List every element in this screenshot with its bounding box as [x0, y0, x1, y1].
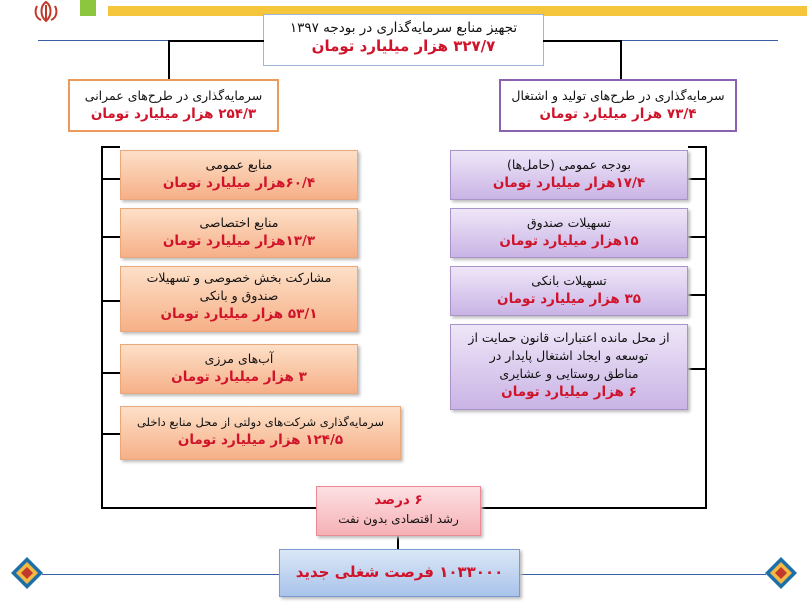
connector-left-branch	[101, 178, 121, 180]
item-amount: ۱۷/۴هزار میلیارد تومان	[492, 175, 646, 191]
item-amount: ۳ هزار میلیارد تومان	[171, 369, 307, 385]
item-amount: ۱۳/۳هزار میلیارد تومان	[162, 233, 316, 249]
connector	[397, 536, 399, 550]
item-label-3: مناطق روستایی و عشایری	[499, 366, 639, 381]
production-projects-amount: ۷۳/۴ هزار میلیارد تومان	[539, 106, 697, 122]
left-item-dedicated-funds	[120, 208, 358, 258]
connector-left-branch	[101, 300, 121, 302]
item-amount: ۶ هزار میلیارد تومان	[501, 384, 637, 400]
left-item-public-funds	[120, 150, 358, 200]
connector	[168, 40, 264, 42]
item-amount: ۱۵هزار میلیارد تومان	[499, 233, 639, 249]
left-item-border-waters	[120, 344, 358, 394]
iran-emblem-icon	[26, 0, 66, 24]
growth-box	[316, 486, 481, 536]
item-label: مشارکت بخش خصوصی و تسهیلات	[146, 270, 332, 285]
green-square	[80, 0, 96, 16]
production-projects-box	[499, 79, 737, 132]
civil-projects-title: سرمایه‌گذاری در طرح‌های عمرانی	[84, 88, 263, 103]
item-label-2: توسعه و ایجاد اشتغال پایدار در	[489, 348, 649, 363]
connector-left-branch	[101, 372, 121, 374]
right-item-rural-employment	[450, 324, 688, 410]
item-amount: ۶۰/۴هزار میلیارد تومان	[162, 175, 316, 191]
connector	[480, 507, 707, 509]
connector	[101, 146, 120, 148]
right-item-bank-facilities	[450, 266, 688, 316]
item-label: تسهیلات بانکی	[531, 273, 607, 288]
item-label-2: صندوق و بانکی	[199, 288, 279, 303]
connector	[705, 146, 707, 509]
item-label: سرمایه‌گذاری شرکت‌های دولتی از محل منابع داخلی	[136, 415, 385, 429]
new-jobs-box	[279, 549, 520, 597]
connector-right-branch	[688, 294, 707, 296]
item-amount: ۳۵ هزار میلیارد تومان	[497, 291, 641, 307]
connector-left-branch	[101, 433, 121, 435]
connector	[620, 40, 622, 80]
left-item-private-participation	[120, 266, 358, 332]
item-label: از محل مانده اعتبارات قانون حمایت از	[468, 330, 670, 345]
civil-projects-box	[68, 79, 279, 132]
item-label: آب‌های مرزی	[204, 351, 274, 366]
item-amount: ۱۲۴/۵ هزار میلیارد تومان	[177, 432, 344, 448]
connector	[688, 146, 707, 148]
total-amount: ۳۲۷/۷ هزار میلیارد تومان	[311, 37, 496, 55]
connector	[101, 507, 317, 509]
connector	[168, 40, 170, 80]
connector	[101, 146, 103, 509]
connector-right-branch	[688, 178, 707, 180]
civil-projects-amount: ۲۵۴/۳ هزار میلیارد تومان	[90, 106, 257, 122]
growth-label: رشد اقتصادی بدون نفت	[338, 512, 459, 526]
item-label: تسهیلات صندوق	[526, 215, 612, 230]
right-item-fund-facilities	[450, 208, 688, 258]
left-item-state-companies	[120, 406, 401, 460]
new-jobs-label: ۱۰۳۳۰۰۰ فرصت شغلی جدید	[295, 563, 504, 581]
connector-right-branch	[688, 236, 707, 238]
item-label: بودجه عمومی (حامل‌ها)	[507, 157, 631, 172]
ornament-icon	[764, 556, 798, 590]
right-item-general-budget	[450, 150, 688, 200]
growth-percent: ۶ درصد	[374, 492, 423, 508]
ornament-icon	[10, 556, 44, 590]
connector-right-branch	[688, 368, 707, 370]
connector-left-branch	[101, 236, 121, 238]
item-label: منابع اختصاصی	[199, 215, 279, 230]
item-label: منابع عمومی	[205, 157, 273, 172]
item-amount: ۵۳/۱ هزار میلیارد تومان	[160, 306, 318, 322]
total-title: تجهیز منابع سرمایه‌گذاری در بودجه ۱۳۹۷	[289, 20, 518, 36]
total-investment-box	[263, 14, 544, 66]
connector	[543, 40, 622, 42]
production-projects-title: سرمایه‌گذاری در طرح‌های تولید و اشتغال	[511, 88, 725, 103]
